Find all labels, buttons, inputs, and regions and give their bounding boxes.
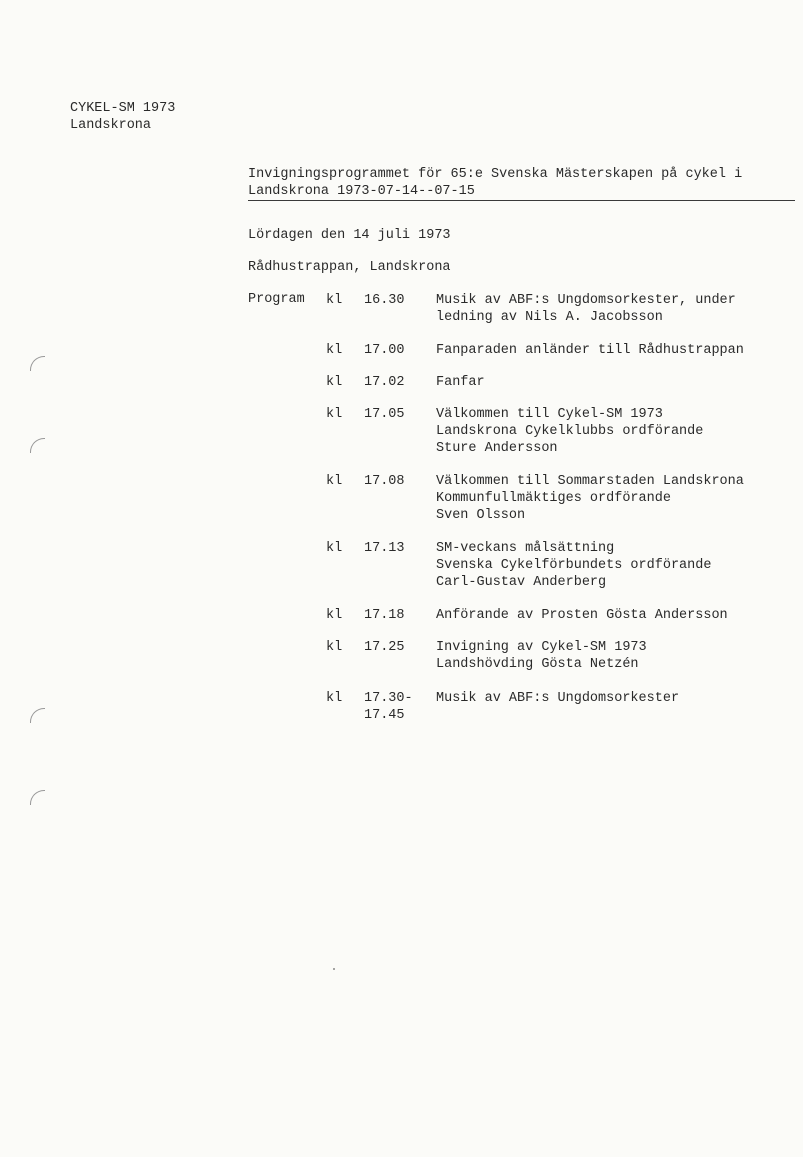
program-time bbox=[364, 540, 434, 557]
time-line: 17.25 bbox=[364, 640, 405, 655]
time-line: 17.02 bbox=[364, 375, 405, 390]
time-line: 17.05 bbox=[364, 407, 405, 422]
description-line: Landshövding Gösta Netzén bbox=[436, 657, 639, 672]
description-line: Carl-Gustav Anderberg bbox=[436, 575, 607, 590]
description-line: Fanfar bbox=[436, 375, 485, 390]
program-time bbox=[364, 639, 434, 656]
time-prefix: kl bbox=[326, 375, 343, 390]
description-line: Fanparaden anländer till Rådhustrappan bbox=[436, 343, 744, 358]
program-description bbox=[436, 292, 803, 326]
program-time bbox=[364, 292, 434, 309]
punch-hole-mark bbox=[30, 790, 45, 805]
program-time bbox=[364, 406, 434, 423]
time-prefix: kl bbox=[326, 640, 343, 655]
program-time bbox=[364, 342, 434, 359]
time-line: 16.30 bbox=[364, 293, 405, 308]
letterhead bbox=[70, 100, 175, 134]
description-line: Landskrona Cykelklubbs ordförande bbox=[436, 424, 704, 439]
time-line: 17.08 bbox=[364, 474, 405, 489]
description-line: SM-veckans målsättning bbox=[436, 541, 615, 556]
program-description bbox=[436, 607, 803, 624]
paper-speck bbox=[333, 968, 335, 970]
time-prefix: kl bbox=[326, 407, 343, 422]
program-description bbox=[436, 540, 803, 591]
description-line: Välkommen till Cykel-SM 1973 bbox=[436, 407, 663, 422]
program-label: Program bbox=[248, 292, 305, 307]
event-city: Landskrona bbox=[70, 118, 152, 133]
time-prefix: kl bbox=[326, 608, 343, 623]
program-description bbox=[436, 406, 803, 457]
program-description bbox=[436, 639, 803, 673]
time-prefix: kl bbox=[326, 474, 343, 489]
description-line: Musik av ABF:s Ungdomsorkester bbox=[436, 691, 680, 706]
description-line: Välkommen till Sommarstaden Landskrona bbox=[436, 474, 744, 489]
time-prefix: kl bbox=[326, 691, 343, 706]
punch-hole-mark bbox=[30, 438, 45, 453]
title-underline bbox=[248, 200, 795, 201]
time-line: 17.18 bbox=[364, 608, 405, 623]
event-date: Lördagen den 14 juli 1973 bbox=[248, 228, 451, 243]
title-line-2: Landskrona 1973-07-14--07-15 bbox=[248, 184, 475, 199]
program-time bbox=[364, 374, 434, 391]
description-line: Musik av ABF:s Ungdomsorkester, under bbox=[436, 293, 736, 308]
punch-hole-mark bbox=[30, 708, 45, 723]
title-line-1: Invigningsprogrammet för 65:e Svenska Mästerskapen på cykel i bbox=[248, 167, 743, 182]
program-time bbox=[364, 690, 434, 724]
description-line: ledning av Nils A. Jacobsson bbox=[436, 310, 663, 325]
time-line: 17.30- bbox=[364, 691, 413, 706]
program-time bbox=[364, 473, 434, 490]
event-venue: Rådhustrappan, Landskrona bbox=[248, 260, 451, 275]
punch-hole-mark bbox=[30, 356, 45, 371]
document-title bbox=[248, 166, 742, 200]
time-line: 17.00 bbox=[364, 343, 405, 358]
program-description bbox=[436, 342, 803, 359]
time-prefix: kl bbox=[326, 293, 343, 308]
program-description bbox=[436, 473, 803, 524]
description-line: Svenska Cykelförbundets ordförande bbox=[436, 558, 712, 573]
event-name: CYKEL-SM 1973 bbox=[70, 101, 176, 116]
time-line: 17.45 bbox=[364, 708, 405, 723]
description-line: Kommunfullmäktiges ordförande bbox=[436, 491, 671, 506]
description-line: Sture Andersson bbox=[436, 441, 558, 456]
program-time bbox=[364, 607, 434, 624]
time-prefix: kl bbox=[326, 343, 343, 358]
program-description bbox=[436, 374, 803, 391]
description-line: Anförande av Prosten Gösta Andersson bbox=[436, 608, 728, 623]
program-description bbox=[436, 690, 803, 707]
description-line: Invigning av Cykel-SM 1973 bbox=[436, 640, 647, 655]
time-line: 17.13 bbox=[364, 541, 405, 556]
time-prefix: kl bbox=[326, 541, 343, 556]
description-line: Sven Olsson bbox=[436, 508, 526, 523]
